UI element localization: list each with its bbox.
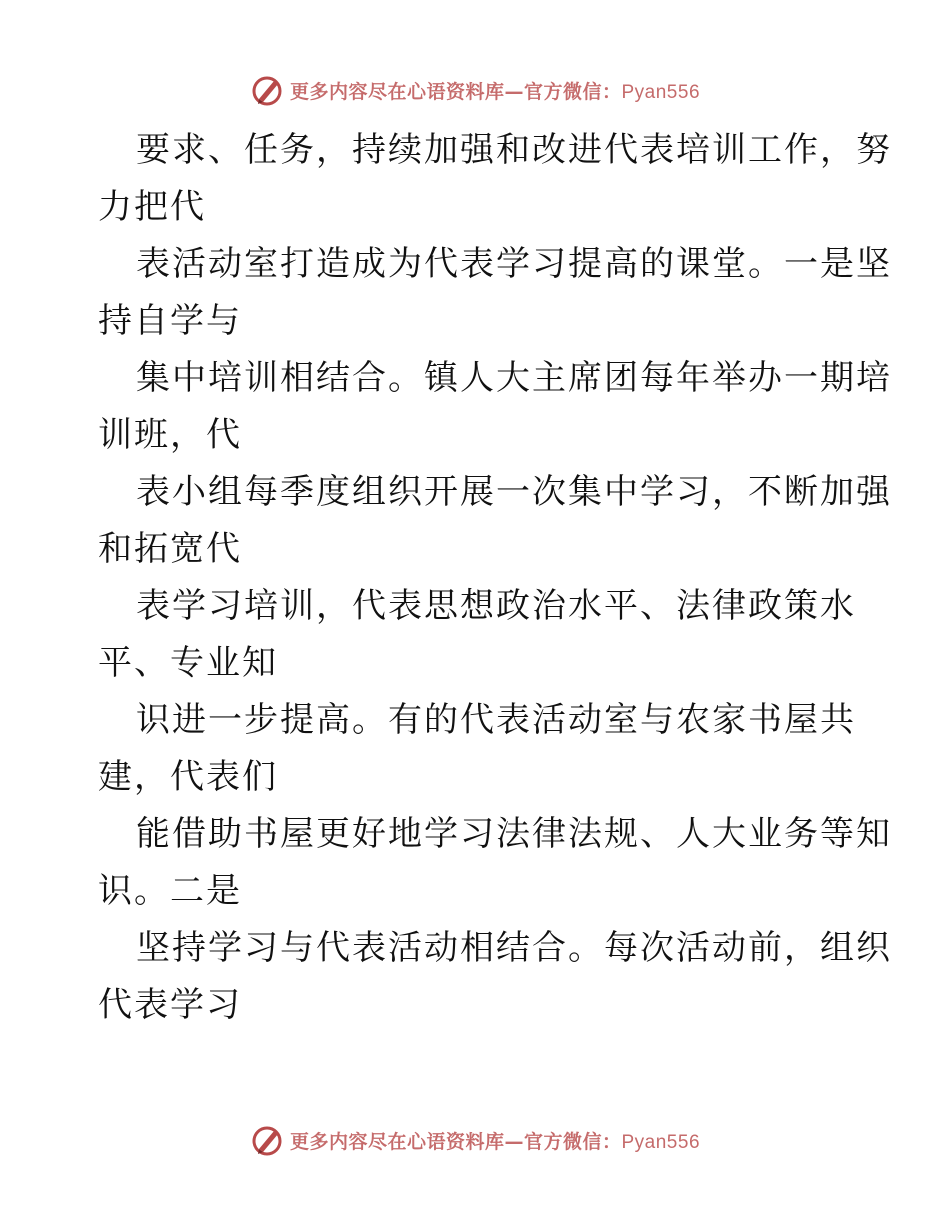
header-wechat-id: Pyan556 xyxy=(621,81,701,103)
body-line-9: 表学习培训，代表思想政治水平、法律政策水 xyxy=(136,586,856,626)
body-line-15: 坚持学习与代表活动相结合。每次活动前，组织 xyxy=(136,928,892,968)
body-line-6: 训班，代 xyxy=(98,415,242,455)
document-body xyxy=(98,122,892,1034)
body-line-16: 代表学习 xyxy=(98,985,242,1025)
body-line-13: 能借助书屋更好地学习法律法规、人大业务等知 xyxy=(136,814,892,854)
pen-logo-icon xyxy=(250,73,284,107)
body-line-11: 识进一步提高。有的代表活动室与农家书屋共 xyxy=(136,700,856,740)
body-line-4: 持自学与 xyxy=(98,301,242,341)
pen-logo-icon xyxy=(250,1123,284,1157)
body-line-7: 表小组每季度组织开展一次集中学习，不断加强 xyxy=(136,472,892,512)
body-line-10: 平、专业知 xyxy=(98,643,278,683)
body-line-14: 识。二是 xyxy=(98,871,242,911)
body-line-2: 力把代 xyxy=(98,187,206,227)
body-line-12: 建，代表们 xyxy=(98,757,278,797)
body-line-3: 表活动室打造成为代表学习提高的课堂。一是坚 xyxy=(136,244,892,284)
body-line-1: 要求、任务，持续加强和改进代表培训工作，努 xyxy=(136,130,892,170)
footer-banner-text: 更多内容尽在心语资料库—官方微信：Pyan556 xyxy=(289,1130,701,1153)
header-watermark-banner xyxy=(0,70,950,110)
footer-watermark-banner xyxy=(0,1120,950,1160)
header-banner-text: 更多内容尽在心语资料库—官方微信：Pyan556 xyxy=(289,80,701,103)
body-line-8: 和拓宽代 xyxy=(98,529,242,569)
body-line-5: 集中培训相结合。镇人大主席团每年举办一期培 xyxy=(136,358,892,398)
footer-wechat-id: Pyan556 xyxy=(621,1131,701,1153)
